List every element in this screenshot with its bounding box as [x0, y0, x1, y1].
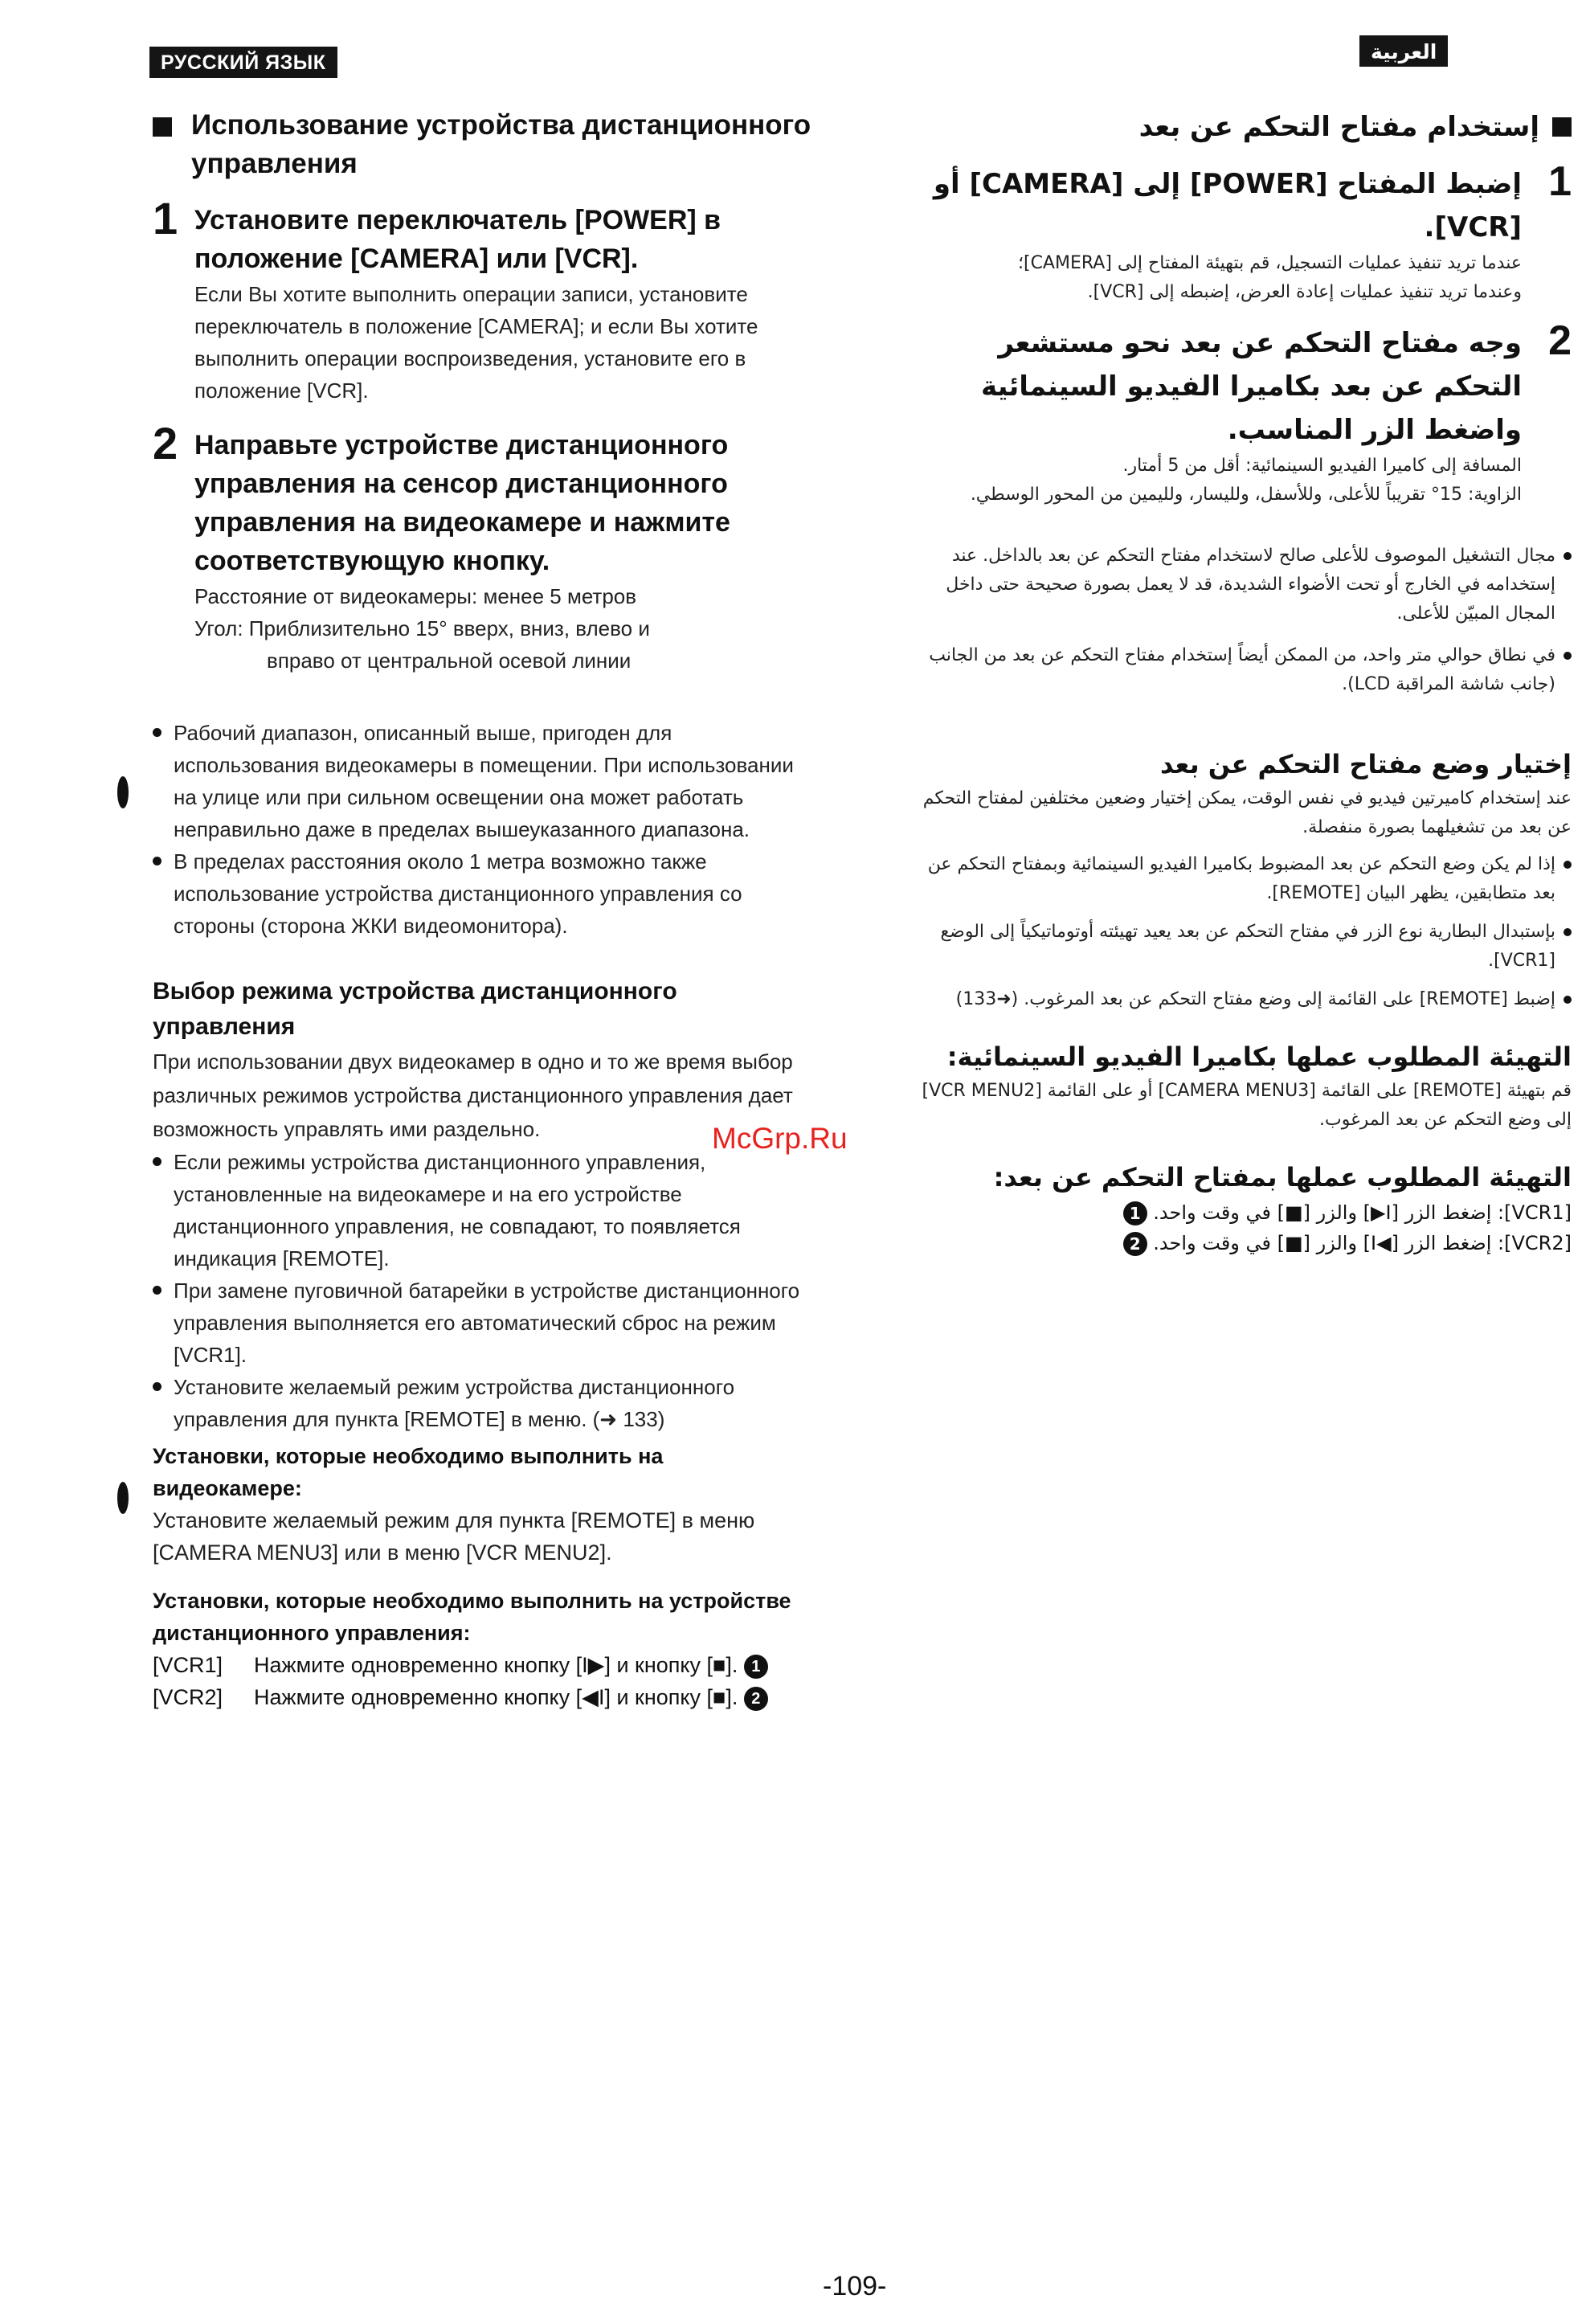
- vcr-instruction: Нажмите одновременно кнопку [◀I] и кнопку [■].: [254, 1685, 738, 1709]
- list-item: بإستبدال البطارية نوع الزر في مفتاح التحكم عن بعد يعيد تهيئته أوتوماتيكياً إلى الوضع [VCR1].: [908, 918, 1572, 976]
- bullet-icon: [153, 857, 161, 865]
- ar-step-1: [908, 158, 1572, 307]
- ar-section-heading: إستخدام مفتاح التحكم عن بعد: [908, 106, 1572, 148]
- list-item: مجال التشغيل الموصوف للأعلى صالح لاستخدام مفتاح التحكم عن بعد بالداخل. عند إستخدامه في الخارج أو تحت الأضواء الشديدة، قد لا يعمل بصورة صحيحة حتى داخل المجال المبيّن للأعلى.: [908, 542, 1572, 628]
- square-bullet-icon: [1552, 117, 1572, 137]
- step-number: 2: [153, 418, 178, 468]
- vcr-instruction: Нажмите одновременно кнопку [I▶] и кнопку [■].: [254, 1653, 738, 1677]
- circled-number-icon: 1: [744, 1655, 768, 1679]
- list-item: Если режимы устройства дистанционного управления, установленные на видеокамере и на его устройстве дистанционного управления, не совпадают, то появляется индикация [REMOTE].: [153, 1146, 811, 1275]
- vcr-key: [VCR1]: [153, 1653, 223, 1677]
- ar-step-2: [908, 317, 1572, 509]
- step-title: Направьте устройстве дистанционного управления на сенсор дистанционного управления на видеокамере и нажмите соответствующую кнопку.: [194, 430, 730, 576]
- list-item: إذا لم يكن وضع التحكم عن بعد المضبوط بكاميرا الفيديو السينمائية وبمفتاح التحكم عن بعد متطابقين، يظهر البيان [REMOTE].: [908, 850, 1572, 908]
- language-tag-russian: РУССКИЙ ЯЗЫК: [149, 47, 337, 78]
- step-body: وعندما تريد تنفيذ عمليات إعادة العرض، إضبطه إلى [VCR].: [1087, 282, 1522, 302]
- ar-notes-list: [908, 542, 1572, 699]
- ar-mode-heading: إختيار وضع مفتاح التحكم عن بعد: [1160, 749, 1572, 779]
- step-angle: الزاوية: 15° تقريباً للأعلى، وللأسفل، ولليسار، ولليمين من المحور الوسطي.: [970, 485, 1522, 505]
- ru-camera-settings-heading: Установки, которые необходимо выполнить на видеокамере:: [153, 1444, 664, 1500]
- vcr-key: [VCR2]: [153, 1685, 223, 1709]
- step-number: 1: [1548, 158, 1572, 205]
- watermark: McGrp.Ru: [712, 1122, 848, 1155]
- circled-number-icon: 2: [744, 1687, 768, 1711]
- circled-number-icon: 1: [1123, 1201, 1147, 1225]
- bullet-icon: [153, 1157, 161, 1166]
- ru-section-heading: Использование устройства дистанционного управления: [153, 106, 811, 183]
- ar-vcr1-row: [908, 1197, 1572, 1228]
- page-number: -109-: [823, 2271, 887, 2301]
- step-number: 2: [1548, 317, 1572, 364]
- ar-camera-settings-heading: التهيئة المطلوب عملها بكاميرا الفيديو السينمائية:: [946, 1041, 1572, 1072]
- list-item: В пределах расстояния около 1 метра возможно также использование устройства дистанционного управления со стороны (сторона ЖКИ видеомонитора).: [153, 845, 811, 942]
- step-angle: Угол: Приблизительно 15° вверх, вниз, влево и: [194, 616, 650, 640]
- square-bullet-icon: [153, 117, 172, 137]
- russian-column: [153, 106, 811, 1713]
- ru-mode-heading: Выбор режима устройства дистанционного управления: [153, 978, 677, 1040]
- margin-mark-top: [117, 776, 129, 808]
- step-distance: المسافة إلى كاميرا الفيديو السينمائية: أقل من 5 أمتار.: [1122, 456, 1522, 476]
- ru-vcr2-row: [153, 1681, 811, 1713]
- ru-mode-paragraph: При использовании двух видеокамер в одно и то же время выбор различных режимов устройства дистанционного управления дает возможность управлять ими раздельно.: [153, 1049, 793, 1141]
- ru-mode-list: [153, 1146, 811, 1435]
- ru-camera-settings-text: Установите желаемый режим для пункта [REMOTE] в меню [CAMERA MENU3] или в меню [VCR MENU2].: [153, 1508, 755, 1565]
- ar-camera-settings-text: قم بتهيئة [REMOTE] على القائمة [CAMERA MENU3] أو على القائمة [VCR MENU2] إلى وضع التحكم عن بعد المرغوب.: [922, 1081, 1572, 1130]
- step-title: وجه مفتاح التحكم عن بعد نحو مستشعر التحكم عن بعد بكاميرا الفيديو السينمائية واضغط الزر المناسب.: [981, 327, 1522, 446]
- step-title: Установите переключатель [POWER] в положение [CAMERA] или [VCR].: [194, 205, 721, 274]
- ar-mode-list: [908, 850, 1572, 1014]
- step-body: Если Вы хотите выполнить операции записи, установите переключатель в положение [CAMERA]; и если Вы хотите выполнить операции воспроизведения, установите его в положение [VCR].: [194, 282, 758, 403]
- step-body: عندما تريد تنفيذ عمليات التسجيل، قم بتهيئة المفتاح إلى [CAMERA]؛: [1017, 253, 1522, 273]
- step-distance: Расстояние от видеокамеры: менее 5 метров: [194, 584, 637, 608]
- arabic-column: [908, 106, 1572, 1258]
- margin-mark-bottom: [117, 1482, 129, 1514]
- bullet-icon: [1564, 652, 1572, 660]
- vcr-instruction: [VCR2]: إضغط الزر [◀I] والزر [■] في وقت واحد.: [1153, 1232, 1572, 1254]
- step-angle-cont: вправо от центральной осевой линии: [267, 649, 632, 673]
- bullet-icon: [1564, 928, 1572, 936]
- bullet-icon: [153, 1286, 161, 1295]
- list-item: Установите желаемый режим устройства дистанционного управления для пункта [REMOTE] в меню. (➜ 133): [153, 1371, 811, 1435]
- ru-remote-settings-heading: Установки, которые необходимо выполнить на устройстве дистанционного управления:: [153, 1589, 791, 1645]
- ru-step-2: [153, 418, 811, 677]
- bullet-icon: [153, 728, 161, 737]
- ar-vcr2-row: [908, 1228, 1572, 1258]
- ar-remote-settings-heading: التهيئة المطلوب عملها بمفتاح التحكم عن بعد:: [993, 1162, 1572, 1193]
- bullet-icon: [1564, 552, 1572, 560]
- list-item: إضبط [REMOTE] على القائمة إلى وضع مفتاح التحكم عن بعد المرغوب. (➜133): [908, 985, 1572, 1014]
- ru-vcr1-row: [153, 1649, 811, 1681]
- list-item: При замене пуговичной батарейки в устройстве дистанционного управления выполняется его автоматический сброс на режим [VCR1].: [153, 1275, 811, 1371]
- list-item: في نطاق حوالي متر واحد، من الممكن أيضاً إستخدام مفتاح التحكم عن بعد من الجانب (جانب شاشة المراقبة LCD).: [908, 641, 1572, 699]
- ru-notes-list: [153, 717, 811, 942]
- vcr-instruction: [VCR1]: إضغط الزر [I▶] والزر [■] في وقت واحد.: [1153, 1201, 1572, 1224]
- circled-number-icon: 2: [1123, 1232, 1147, 1256]
- language-tag-arabic: العربية: [1359, 35, 1448, 67]
- step-title: إضبط المفتاح [POWER] إلى [CAMERA] أو [VCR].: [933, 168, 1522, 243]
- ru-step-1: [153, 193, 811, 407]
- list-item: Рабочий диапазон, описанный выше, пригоден для использования видеокамеры в помещении. При использовании на улице или при сильном освещении она может работать неправильно даже в пределах вышеуказанного диапазона.: [153, 717, 811, 845]
- bullet-icon: [153, 1382, 161, 1391]
- step-number: 1: [153, 193, 178, 243]
- ar-mode-paragraph: عند إستخدام كاميرتين فيديو في نفس الوقت، يمكن إختيار وضعين مختلفين لمفتاح التحكم عن بعد من تشغيلهما بصورة منفصلة.: [922, 788, 1572, 837]
- bullet-icon: [1564, 996, 1572, 1004]
- bullet-icon: [1564, 861, 1572, 869]
